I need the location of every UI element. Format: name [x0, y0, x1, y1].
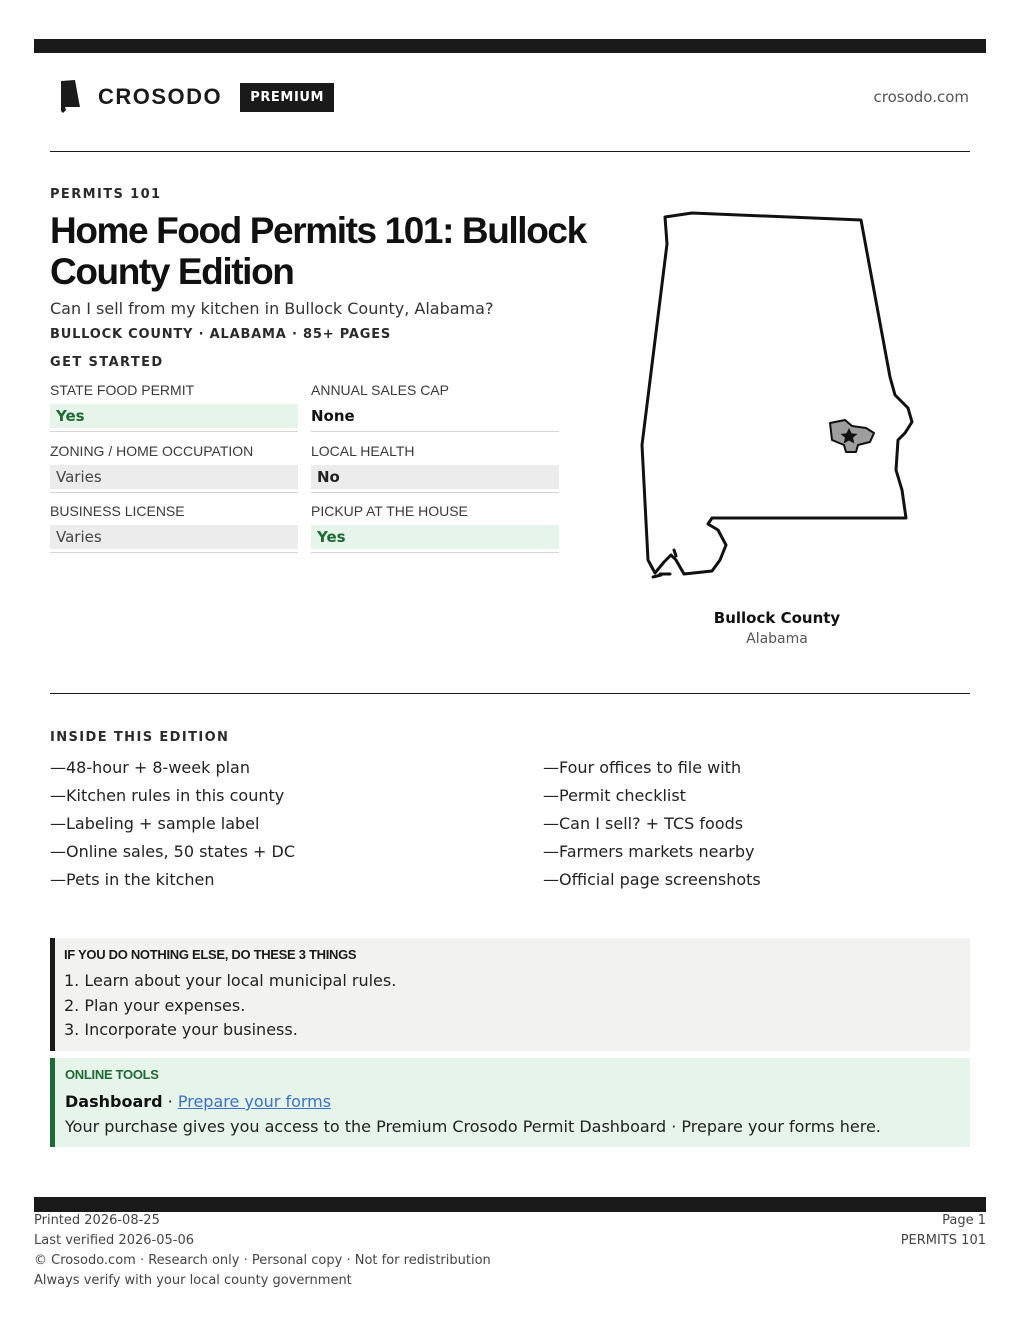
inside-edition-heading: INSIDE THIS EDITION [50, 730, 230, 745]
get-started-heading: GET STARTED [50, 355, 164, 370]
online-tools-box [50, 1058, 970, 1147]
three-things-list [64, 970, 970, 1044]
footer-section: PERMITS 101 [900, 1233, 986, 1248]
site-url-link[interactable]: crosodo.com [873, 88, 969, 106]
permit-value: Yes [311, 525, 559, 549]
footer-left [34, 1211, 491, 1291]
inside-list-right [543, 757, 963, 897]
dashboard-label: Dashboard [65, 1092, 163, 1111]
map-county-caption: Bullock County [713, 609, 841, 627]
dashboard-line [65, 1091, 970, 1115]
permit-value: No [311, 465, 559, 489]
permit-label: LOCAL HEALTH [311, 443, 415, 459]
copyright-notice: © Crosodo.com · Research only · Personal copy · Not for redistribution [34, 1253, 491, 1268]
list-item: 3. Incorporate your business. [64, 1020, 298, 1039]
three-things-box [50, 938, 970, 1051]
permit-business-license [50, 503, 298, 553]
list-item: —Permit checklist [543, 786, 686, 805]
page-number: Page 1 [942, 1213, 986, 1228]
list-item: —Can I sell? + TCS foods [543, 814, 744, 833]
alabama-county-map [620, 200, 940, 590]
alabama-state-outline [642, 213, 912, 574]
permit-label: STATE FOOD PERMIT [50, 382, 195, 398]
footer-right [901, 1211, 986, 1251]
permit-value: None [311, 407, 355, 425]
list-item: —Online sales, 50 states + DC [50, 842, 296, 861]
list-item: —Pets in the kitchen [50, 870, 215, 889]
separator: · [162, 1092, 178, 1111]
permit-label: PICKUP AT THE HOUSE [311, 503, 468, 519]
permit-pickup-at-house [311, 503, 559, 553]
page-title: Home Food Permits 101: Bullock County Edition [50, 210, 586, 292]
three-things-heading: IF YOU DO NOTHING ELSE, DO THESE 3 THINGS [64, 947, 357, 962]
online-tools-description: Your purchase gives you access to the Premium Crosodo Permit Dashboard · Prepare your forms here. [65, 1117, 881, 1136]
inside-list-left [50, 757, 470, 897]
brand-header[interactable] [58, 80, 334, 114]
permit-value: Varies [50, 465, 298, 489]
section-kicker: PERMITS 101 [50, 187, 162, 202]
page-subtitle: Can I sell from my kitchen in Bullock County, Alabama? [50, 299, 494, 318]
verified-date: Last verified 2026-05-06 [34, 1233, 194, 1248]
map-state-caption: Alabama [746, 631, 808, 647]
list-item: —Labeling + sample label [50, 814, 260, 833]
list-item: —Kitchen rules in this county [50, 786, 285, 805]
permit-state-food [50, 382, 298, 432]
premium-badge: PREMIUM [240, 83, 334, 112]
verify-disclaimer: Always verify with your local county government [34, 1273, 352, 1288]
permit-local-health [311, 443, 559, 493]
bottom-rule-bar [34, 1197, 986, 1212]
printed-date: Printed 2026-08-25 [34, 1213, 160, 1228]
list-item: —48-hour + 8-week plan [50, 758, 250, 777]
permit-label: ZONING / HOME OCCUPATION [50, 443, 254, 459]
permit-value: Varies [50, 525, 298, 549]
brand-name: CROSODO [98, 84, 223, 109]
header-divider [50, 151, 970, 152]
permit-value: Yes [50, 404, 298, 428]
permit-label: BUSINESS LICENSE [50, 503, 185, 519]
alabama-state-silhouette-icon [58, 80, 82, 114]
section-divider [50, 693, 970, 694]
permit-label: ANNUAL SALES CAP [311, 382, 449, 398]
edition-meta: BULLOCK COUNTY · ALABAMA · 85+ PAGES [50, 327, 392, 342]
list-item: —Four offices to file with [543, 758, 742, 777]
list-item: 2. Plan your expenses. [64, 995, 246, 1015]
permit-zoning [50, 443, 298, 493]
list-item: —Official page screenshots [543, 870, 761, 889]
list-item: 1. Learn about your local municipal rules. [64, 971, 397, 990]
list-item: —Farmers markets nearby [543, 842, 755, 861]
prepare-forms-link[interactable]: Prepare your forms [177, 1092, 332, 1111]
online-tools-heading: ONLINE TOOLS [65, 1067, 159, 1082]
permit-annual-sales-cap [311, 382, 559, 432]
top-rule-bar [34, 39, 986, 53]
